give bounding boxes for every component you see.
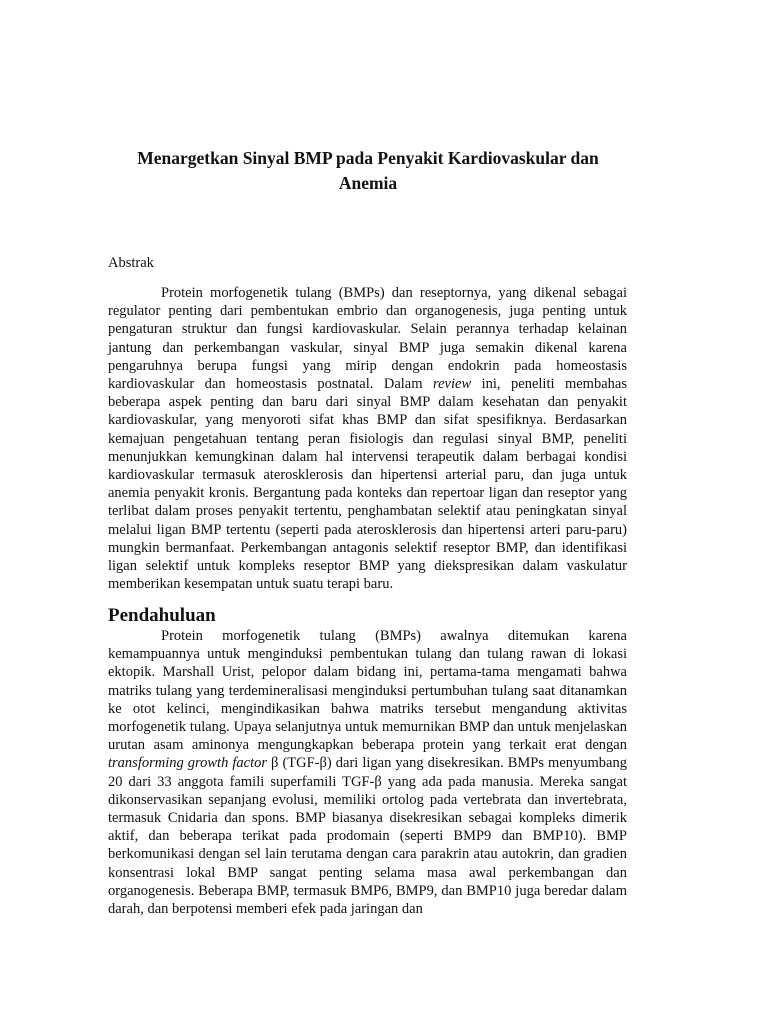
intro-paragraph bbox=[108, 627, 627, 918]
abstract-label: Abstrak bbox=[108, 255, 154, 271]
abstract-text-part1: Protein morfogenetik tulang (BMPs) dan reseptornya, yang dikenal sebagai regulator penting dari pembentukan embrio dan organogenesis, juga penting untuk pengaturan struktur dan fungsi kardiovaskular. Selain perannya terhadap kelainan jantung dan perkembangan vaskular, sinyal BMP juga semakin dikenal karena pengaruhnya berupa fungsi yang mirip dengan endokrin pada homeostasis kardiovaskular dan homeostasis postnatal. Dalam bbox=[108, 285, 627, 393]
document-title: Menargetkan Sinyal BMP pada Penyakit Kardiovaskular dan Anemia bbox=[137, 148, 599, 193]
intro-text-part2: β (TGF-β) dari ligan yang disekresikan. BMPs menyumbang 20 dari 33 anggota famili superfamili TGF-β yang ada pada manusia. Mereka sangat dikonservasikan sepanjang evolusi, memiliki ortolog pada vertebrata dan invertebrata, termasuk Cnidaria dan spons. BMP biasanya disekresikan sebagai kompleks dimerik aktif, dan beberapa terikat pada prodomain (seperti BMP9 dan BMP10). BMP berkomunikasi dengan sel lain terutama dengan cara parakrin atau autokrin, dan gradien konsentrasi lokal BMP sangat penting selama masa awal perkembangan dan organogenesis. Beberapa BMP, termasuk BMP6, BMP9, dan BMP10 juga beredar dalam darah, dan berpotensi memberi efek pada jaringan dan bbox=[108, 755, 627, 918]
intro-italic-term: transforming growth factor bbox=[108, 755, 268, 772]
abstract-paragraph bbox=[108, 284, 627, 593]
section-heading: Pendahuluan bbox=[108, 605, 216, 626]
abstract-text-part2: ini, peneliti membahas beberapa aspek penting dan baru dari sinyal BMP dalam kesehatan dan penyakit kardiovaskular, yang menyoroti sifat khas BMP dan sifat spesifiknya. Berdasarkan kemajuan pengetahuan tentang peran fisiologis dan regulasi sinyal BMP, peneliti menunjukkan kemungkinan dalam hal intervensi terapeutik dalam berbagai kondisi kardiovaskular termasuk aterosklerosis dan hipertensi arterial paru, dan juga untuk anemia penyakit kronis. Bergantung pada konteks dan repertoar ligan dan reseptor yang terlibat dalam proses penyakit tertentu, penghambatan selektif atau peningkatan sinyal melalui ligan BMP tertentu (seperti pada aterosklerosis dan hipertensi arteri paru-paru) mungkin bermanfaat. Perkembangan antagonis selektif reseptor BMP, dan identifikasi ligan selektif untuk kompleks reseptor BMP yang diekspresikan dalam vaskulatur memberikan kesempatan untuk suatu terapi baru. bbox=[108, 376, 627, 593]
abstract-italic-term: review bbox=[433, 376, 472, 393]
intro-text-part1: Protein morfogenetik tulang (BMPs) awalnya ditemukan karena kemampuannya untuk menginduksi pembentukan tulang dan tulang rawan di lokasi ektopik. Marshall Urist, pelopor dalam bidang ini, pertama-tama mengamati bahwa matriks tulang yang terdemineralisasi menginduksi pertumbuhan tulang saat ditanamkan ke otot kelinci, mengindikasikan bahwa matriks tersebut mengandung aktivitas morfogenetik tulang. Upaya selanjutnya untuk memurnikan BMP dan untuk menjelaskan urutan asam aminonya mengungkapkan beberapa protein yang terkait erat dengan bbox=[108, 628, 627, 754]
